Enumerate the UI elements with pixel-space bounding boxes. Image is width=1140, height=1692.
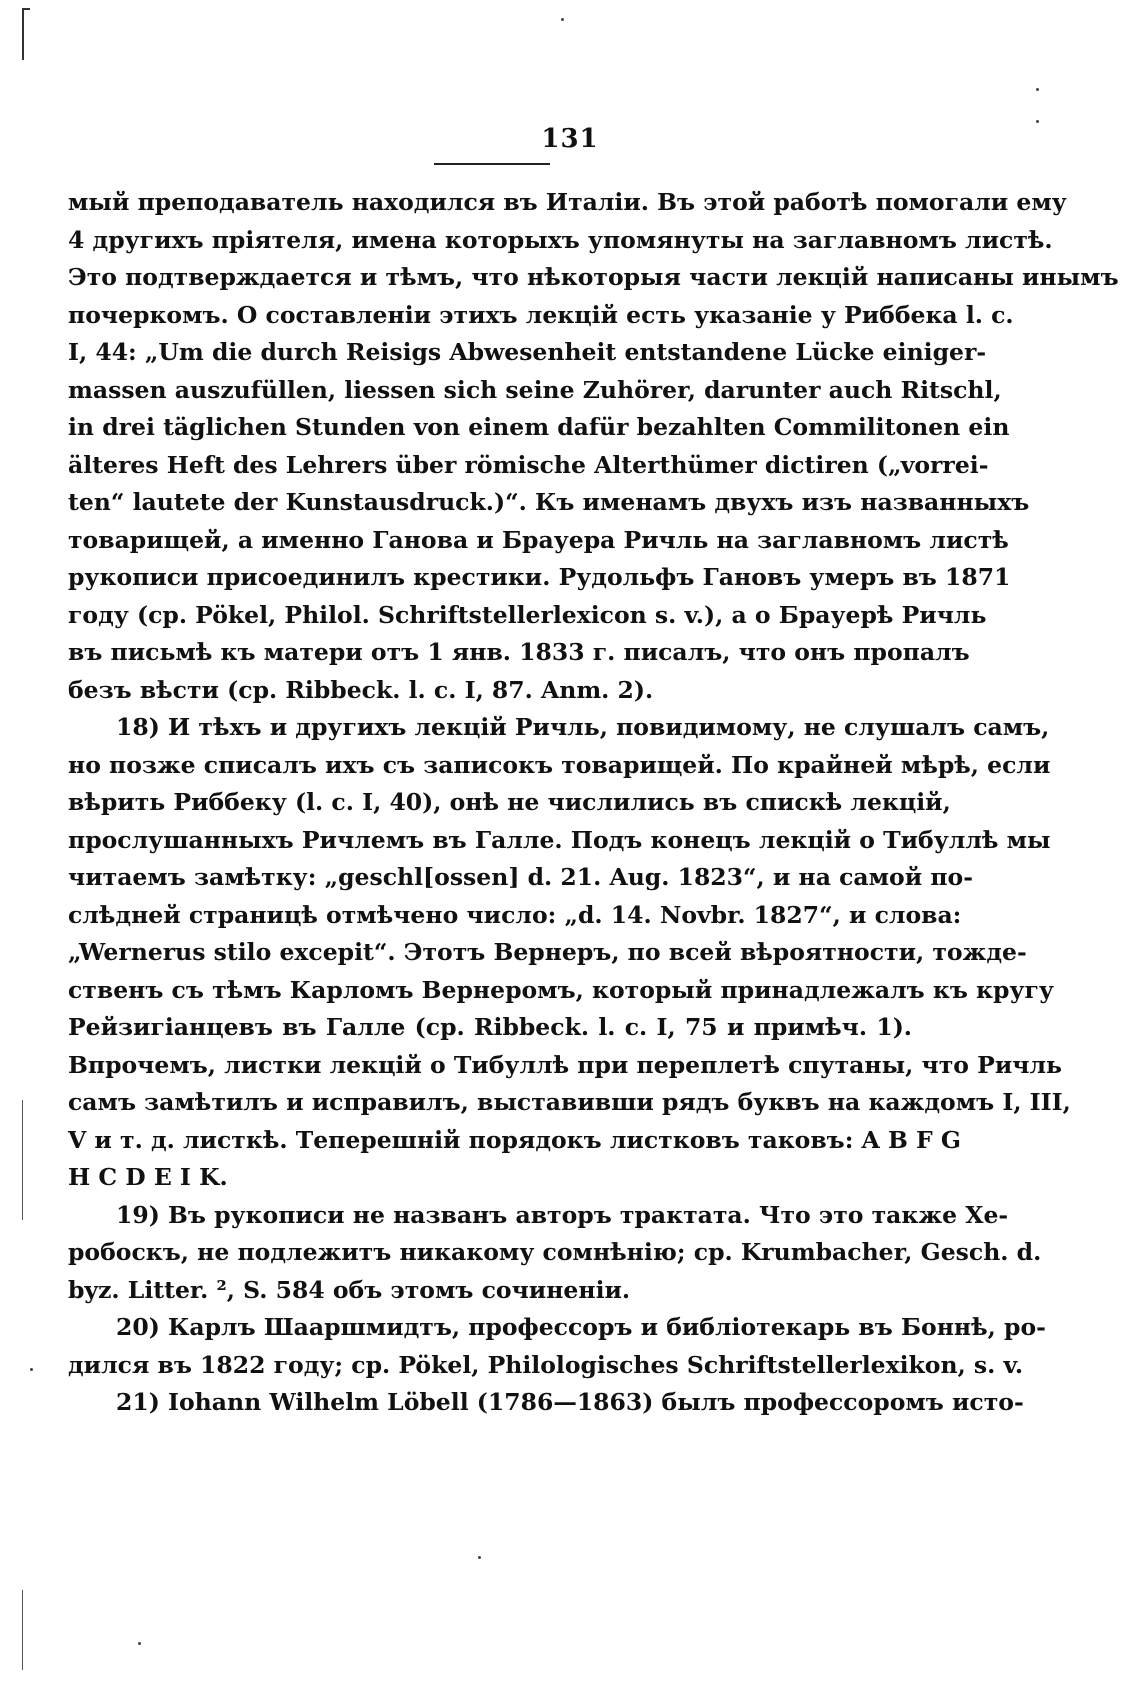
text-line: рукописи присоединилъ крестики. Рудольфъ Гановъ умеръ въ 1871 [68,563,1011,591]
text-line: товарищей, а именно Ганова и Брауера Ричль на заглавномъ листѣ [68,525,1009,554]
text-line: безъ вѣсти (ср. Ribbeck. l. c. I, 87. Anm. 2). [68,675,654,704]
text-line: „Wernerus stilo excepit“. Этотъ Вернеръ, по всей вѣроятности, тожде- [68,938,1027,966]
text-line: I, 44: „Um die durch Reisigs Abwesenheit entstandene Lücke einiger- [68,338,987,366]
text-line: году (ср. Pökel, Philol. Schriftstellerlexicon s. v.), а о Брауерѣ Ричль [68,600,987,629]
text-line: вѣрить Риббеку (l. c. I, 40), онѣ не числились въ спискѣ лекцій, [68,788,951,816]
scan-edge-mark [22,8,24,60]
footnote-18-start: 18) И тѣхъ и другихъ лекцій Ричль, повидимому, не слушалъ самъ, [116,713,1050,741]
text-line: byz. Litter. ², S. 584 объ этомъ сочиненіи. [68,1275,631,1304]
text-line: ственъ съ тѣмъ Карломъ Вернеромъ, который принадлежалъ къ кругу [68,975,1054,1004]
text-line: прослушанныхъ Ричлемъ въ Галле. Подъ конецъ лекцій о Тибуллѣ мы [68,825,1051,854]
text-line: älteres Heft des Lehrers über römische Alterthümer dictiren („vorrei- [68,450,989,479]
text-line: Впрочемъ, листки лекцій о Тибуллѣ при переплетѣ спутаны, что Ричль [68,1050,1062,1079]
text-line: 4 другихъ пріятеля, имена которыхъ упомянуты на заглавномъ листѣ. [68,225,1053,254]
footnote-21-start: 21) Iohann Wilhelm Löbell (1786—1863) былъ профессоромъ исто- [116,1388,1024,1416]
scan-speck [478,1556,481,1559]
footnote-19-start: 19) Въ рукописи не названъ авторъ трактата. Что это также Хе- [116,1200,1009,1229]
scan-edge-mark [22,1590,23,1670]
text-line: мый преподаватель находился въ Италіи. Въ этой работѣ помогали ему [68,188,1067,216]
text-line: робоскъ, не подлежитъ никакому сомнѣнію; ср. Krumbacher, Gesch. d. [68,1238,1042,1266]
text-line: ten“ lautete der Kunstausdruck.)“. Къ именамъ двухъ изъ названныхъ [68,488,1030,516]
text-line: читаемъ замѣтку: „geschl[ossen] d. 21. Aug. 1823“, и на самой по- [68,863,973,891]
text-line: Это подтверждается и тѣмъ, что нѣкоторыя части лекцій написаны инымъ [68,263,1119,291]
page-number-rule [434,163,550,165]
body-text [68,184,1119,1422]
scan-speck [1036,120,1039,123]
scan-speck [138,1642,141,1645]
text-line: massen auszufüllen, liessen sich seine Zuhörer, darunter auch Ritschl, [68,375,1002,404]
text-line: въ письмѣ къ матери отъ 1 янв. 1833 г. писалъ, что онъ пропалъ [68,638,970,666]
scan-speck [30,1368,33,1371]
text-line: но позже списалъ ихъ съ записокъ товарищей. По крайней мѣрѣ, если [68,750,1051,779]
scan-speck [1036,88,1039,91]
text-line: H C D E I K. [68,1163,228,1191]
text-line: V и т. д. листкѣ. Теперешній порядокъ листковъ таковъ: A B F G [68,1125,961,1154]
scan-edge-mark [22,1100,23,1220]
text-line: самъ замѣтилъ и исправилъ, выставивши рядъ буквъ на каждомъ I, III, [68,1088,1071,1116]
text-line: слѣдней страницѣ отмѣчено число: „d. 14. Novbr. 1827“, и слова: [68,900,962,929]
text-line: дился въ 1822 году; ср. Pökel, Philologisches Schriftstellerlexikon, s. v. [68,1350,1023,1379]
text-line: почеркомъ. О составленіи этихъ лекцій есть указаніе у Риббека l. c. [68,300,1014,329]
page-number: 131 [541,124,599,154]
scan-speck [561,18,564,21]
text-line: Рейзигіанцевъ въ Галле (ср. Ribbeck. l. c. I, 75 и примѣч. 1). [68,1013,912,1041]
text-line: in drei täglichen Stunden von einem dafür bezahlten Commilitonen ein [68,413,1010,441]
footnote-20-start: 20) Карлъ Шааршмидтъ, профессоръ и библіотекарь въ Боннѣ, ро- [116,1313,1046,1341]
